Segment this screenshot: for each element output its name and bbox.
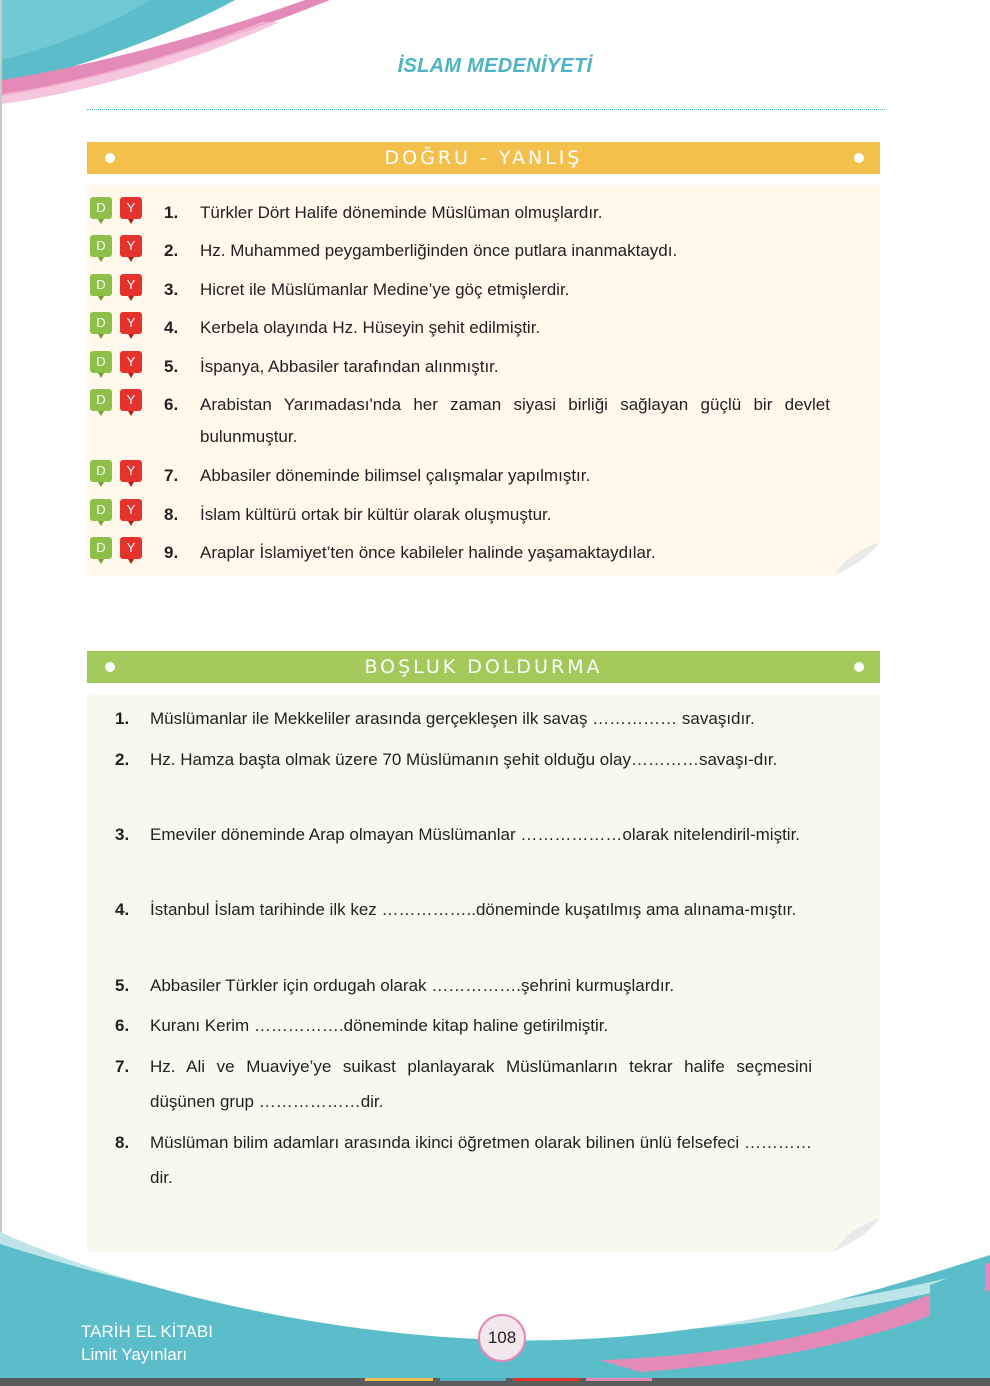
footer-book-info: [81, 1320, 213, 1366]
false-badge[interactable]: Y: [120, 312, 142, 334]
bottom-edge-strip: [0, 1378, 990, 1386]
fill-blank-section-header: [87, 651, 880, 683]
statement-text: Türkler Dört Halife döneminde Müslüman olmuşlardır.: [200, 203, 603, 222]
page-curl-decoration: [834, 1218, 880, 1252]
false-badge[interactable]: Y: [120, 389, 142, 411]
false-badge[interactable]: Y: [120, 499, 142, 521]
true-badge[interactable]: D: [90, 460, 112, 482]
color-tab: [440, 1378, 506, 1381]
item-number: 2.: [164, 241, 179, 260]
false-badge[interactable]: Y: [120, 274, 142, 296]
item-number: 4.: [115, 900, 130, 919]
statement-text: Hz. Muhammed peygamberliğinden önce putlara inanmaktaydı.: [200, 241, 678, 260]
fill-blank-section-title: BOŞLUK DOLDURMA: [364, 656, 603, 678]
false-badge[interactable]: Y: [120, 537, 142, 559]
item-number: 2.: [115, 750, 130, 769]
true-false-section-header: [87, 142, 880, 174]
statement-text: İspanya, Abbasiler tarafından alınmıştır.: [200, 357, 499, 376]
answer-badges: [90, 235, 146, 259]
item-number: 9.: [164, 543, 179, 562]
true-false-section-title: DOĞRU - YANLIŞ: [384, 147, 583, 169]
false-badge[interactable]: Y: [120, 235, 142, 257]
page-curl-decoration: [834, 542, 880, 576]
answer-badges: [90, 537, 146, 561]
statement-text: Kerbela olayında Hz. Hüseyin şehit edilmiştir.: [200, 318, 541, 337]
answer-badges: [90, 351, 146, 375]
true-false-panel: [87, 185, 880, 576]
bullet-dot-icon: [854, 153, 864, 163]
true-badge[interactable]: D: [90, 312, 112, 334]
answer-badges: [90, 499, 146, 523]
book-title: TARİH EL KİTABI: [81, 1322, 213, 1341]
question-text: Hz. Hamza başta olmak üzere 70 Müslümanın şehit olduğu olay…………savaşı-dır.: [150, 750, 778, 769]
item-number: 1.: [115, 709, 130, 728]
item-number: 8.: [115, 1133, 130, 1152]
true-badge[interactable]: D: [90, 197, 112, 219]
fill-blank-panel: [87, 694, 880, 1252]
true-badge[interactable]: D: [90, 499, 112, 521]
item-number: 6.: [115, 1016, 130, 1035]
statement-text: Abbasiler döneminde bilimsel çalışmalar yapılmıştır.: [200, 466, 591, 485]
bullet-dot-icon: [854, 662, 864, 672]
item-number: 4.: [164, 318, 179, 337]
false-badge[interactable]: Y: [120, 351, 142, 373]
item-number: 1.: [164, 203, 179, 222]
page-title: İSLAM MEDENİYETİ: [397, 55, 593, 77]
question-text: İstanbul İslam tarihinde ilk kez ……………..döneminde kuşatılmış ama alınama-mıştır.: [150, 900, 797, 919]
answer-badges: [90, 389, 146, 413]
true-badge[interactable]: D: [90, 537, 112, 559]
color-tab: [513, 1378, 579, 1381]
item-number: 3.: [164, 280, 179, 299]
question-text: Emeviler döneminde Arap olmayan Müslümanlar ………………olarak nitelendiril-miştir.: [150, 825, 801, 844]
color-tab: [586, 1378, 652, 1381]
false-badge[interactable]: Y: [120, 460, 142, 482]
item-number: 8.: [164, 505, 179, 524]
question-text: Müslümanlar ile Mekkeliler arasında gerçekleşen ilk savaş …………… savaşıdır.: [150, 709, 755, 728]
answer-badges: [90, 274, 146, 298]
title-divider: [87, 109, 885, 110]
question-text: Hz. Ali ve Muaviye’ye suikast planlayarak Müslümanların tekrar halife seçmesini düşünen grup ………………dir.: [150, 1057, 812, 1111]
statement-text: Araplar İslamiyet’ten önce kabileler halinde yaşamaktaydılar.: [200, 543, 656, 562]
true-badge[interactable]: D: [90, 235, 112, 257]
statement-text: İslam kültürü ortak bir kültür olarak oluşmuştur.: [200, 505, 552, 524]
bullet-dot-icon: [105, 153, 115, 163]
question-text: Müslüman bilim adamları arasında ikinci öğretmen olarak bilinen ünlü felsefeci …………dir.: [150, 1133, 812, 1187]
true-badge[interactable]: D: [90, 351, 112, 373]
item-number: 7.: [115, 1057, 130, 1076]
item-number: 6.: [164, 395, 179, 414]
page-number: 108: [478, 1314, 526, 1362]
answer-badges: [90, 312, 146, 336]
bullet-dot-icon: [105, 662, 115, 672]
item-number: 5.: [164, 357, 179, 376]
true-badge[interactable]: D: [90, 389, 112, 411]
item-number: 7.: [164, 466, 179, 485]
color-tab: [365, 1378, 433, 1381]
false-badge[interactable]: Y: [120, 197, 142, 219]
question-text: Abbasiler Türkler için ordugah olarak …………….şehrini kurmuşlardır.: [150, 976, 675, 995]
statement-text: Arabistan Yarımadası'nda her zaman siyasi birliği sağlayan güçlü bir devlet bulunmuştur.: [200, 395, 830, 446]
answer-badges: [90, 197, 146, 221]
publisher-name: Limit Yayınları: [81, 1345, 188, 1364]
question-text: Kuranı Kerim …………….döneminde kitap haline getirilmiştir.: [150, 1016, 609, 1035]
true-badge[interactable]: D: [90, 274, 112, 296]
answer-badges: [90, 460, 146, 484]
statement-text: Hicret ile Müslümanlar Medine’ye göç etmişlerdir.: [200, 280, 570, 299]
item-number: 3.: [115, 825, 130, 844]
item-number: 5.: [115, 976, 130, 995]
